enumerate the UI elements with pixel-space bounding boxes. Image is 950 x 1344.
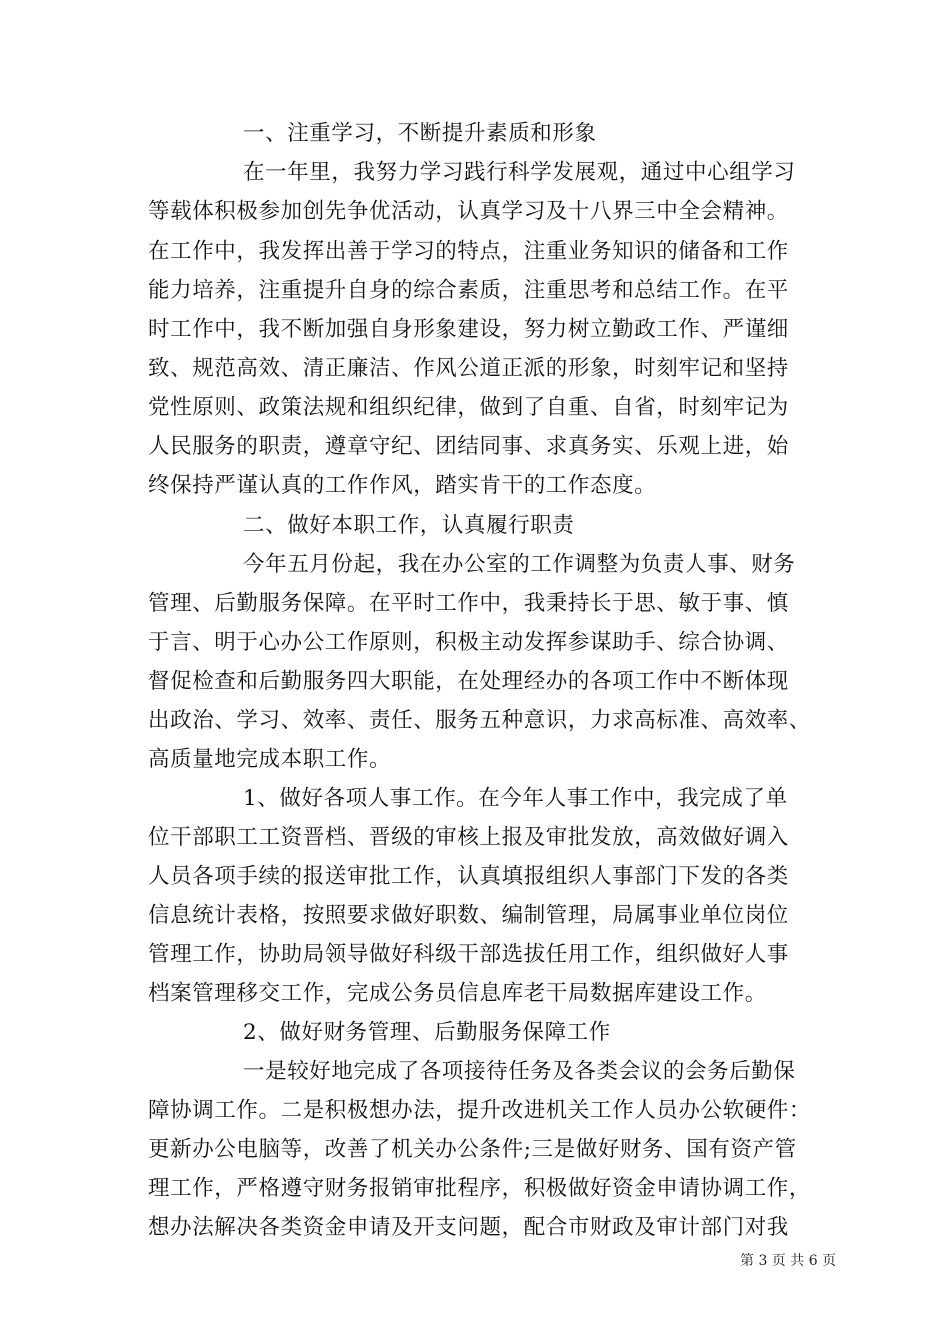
paragraph-line: 致、规范高效、清正廉洁、作风公道正派的形象，时刻牢记和坚持 — [148, 356, 789, 381]
paragraph-line: 在工作中，我发挥出善于学习的特点，注重业务知识的储备和工作 — [148, 239, 789, 264]
paragraph-line: 于言、明于心办公工作原则，积极主动发挥参谋助手、综合协调、 — [148, 630, 789, 655]
paragraph-line: 想办法解决各类资金申请及开支问题，配合市财政及审计部门对我 — [148, 1215, 789, 1240]
paragraph-line: 信息统计表格，按照要求做好职数、编制管理，局属事业单位岗位 — [148, 903, 789, 928]
section-heading-1: 一、注重学习，不断提升素质和形象 — [243, 121, 597, 146]
paragraph-line: 今年五月份起，我在办公室的工作调整为负责人事、财务 — [243, 552, 796, 577]
paragraph-line: 档案管理移交工作，完成公务员信息库老干局数据库建设工作。 — [148, 981, 767, 1006]
page-number-footer: 第 3 页 共 6 页 — [740, 1253, 837, 1269]
section-heading-2: 二、做好本职工作，认真履行职责 — [243, 513, 575, 538]
paragraph-line: 管理工作，协助局领导做好科级干部选拔任用工作，组织做好人事 — [148, 942, 789, 967]
paragraph-line: 等载体积极参加创先争优活动，认真学习及十八界三中全会精神。 — [148, 199, 789, 224]
paragraph-line: 高质量地完成本职工作。 — [148, 747, 392, 772]
paragraph-line: 党性原则、政策法规和组织纪律，做到了自重、自省，时刻牢记为 — [148, 395, 789, 420]
paragraph-line: 时工作中，我不断加强自身形象建设，努力树立勤政工作、严谨细 — [148, 317, 789, 342]
paragraph-line: 出政治、学习、效率、责任、服务五种意识，力求高标准、高效率、 — [148, 708, 812, 733]
subsection-line-1: 1、做好各项人事工作。在今年人事工作中，我完成了单 — [243, 786, 788, 811]
paragraph-line: 在一年里，我努力学习践行科学发展观，通过中心组学习 — [243, 160, 796, 185]
paragraph-line: 理工作，严格遵守财务报销审批程序，积极做好资金申请协调工作， — [148, 1176, 812, 1201]
paragraph-line: 位干部职工工资晋档、晋级的审核上报及审批发放，高效做好调入 — [148, 825, 789, 850]
subsection-heading-2: 2、做好财务管理、后勤服务保障工作 — [243, 1020, 611, 1045]
paragraph-line: 管理、后勤服务保障。在平时工作中，我秉持长于思、敏于事、慎 — [148, 591, 789, 616]
paragraph-line: 督促检查和后勤服务四大职能，在处理经办的各项工作中不断体现 — [148, 669, 789, 694]
paragraph-line: 人民服务的职责，遵章守纪、团结同事、求真务实、乐观上进，始 — [148, 434, 789, 459]
paragraph-line: 终保持严谨认真的工作作风，踏实肯干的工作态度。 — [148, 473, 657, 498]
paragraph-line: 一是较好地完成了各项接待任务及各类会议的会务后勤保 — [243, 1059, 796, 1084]
paragraph-line: 障协调工作。二是积极想办法，提升改进机关工作人员办公软硬件： — [148, 1098, 812, 1123]
paragraph-line: 更新办公电脑等，改善了机关办公条件;三是做好财务、国有资产管 — [148, 1137, 797, 1162]
paragraph-line: 人员各项手续的报送审批工作，认真填报组织人事部门下发的各类 — [148, 864, 789, 889]
paragraph-line: 能力培养，注重提升自身的综合素质，注重思考和总结工作。在平 — [148, 278, 789, 303]
